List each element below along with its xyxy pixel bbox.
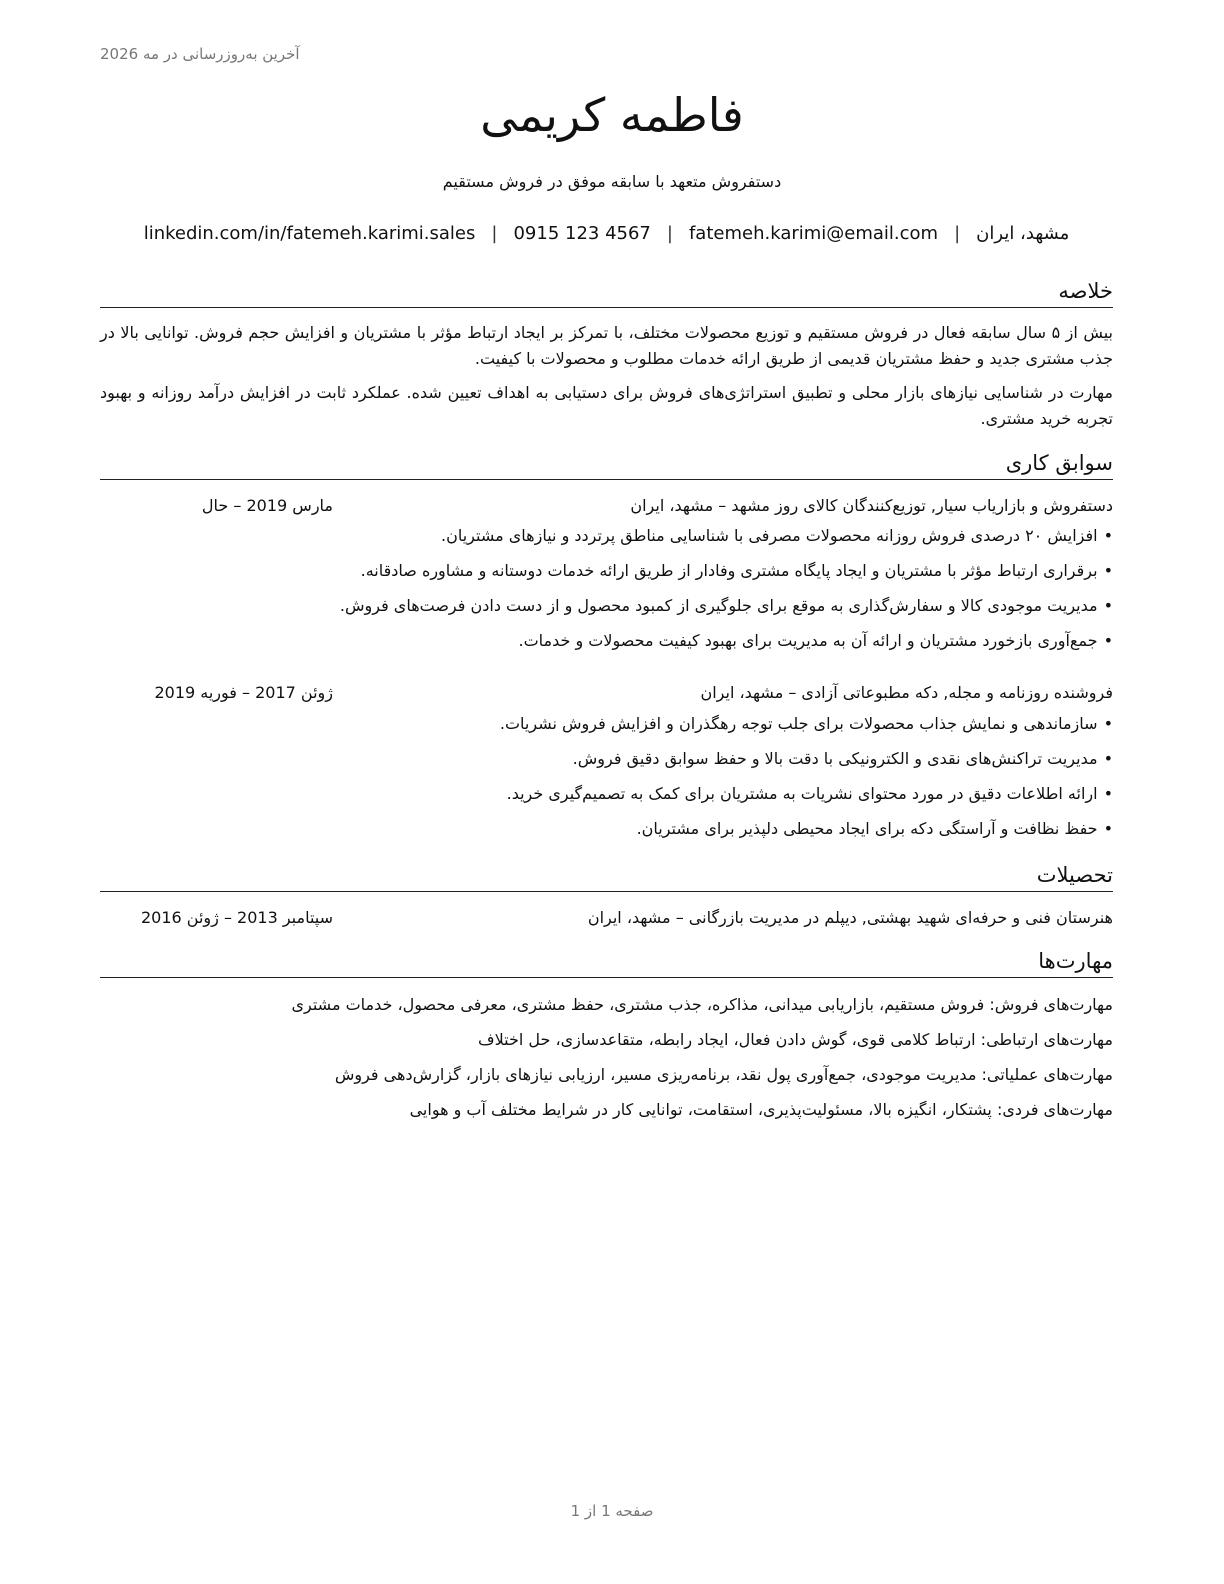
job-bullets (100, 711, 1113, 851)
skills-list (100, 992, 1113, 1132)
contact-separator: | (666, 223, 673, 244)
list-item: •سازماندهی و نمایش جذاب محصولات برای جلب توجه رهگذران و افزایش فروش نشریات. (499, 714, 1113, 733)
contact-separator: | (954, 223, 961, 244)
page-number: صفحه 1 از 1 (570, 1502, 654, 1520)
bullet-icon: • (1103, 631, 1113, 650)
skills-line: مهارت‌های فردی: پشتکار، انگیزه بالا، مسئولیت‌پذیری، استقامت، توانایی کار در شرایط مختلف آب و هوایی (409, 1100, 1113, 1119)
list-item: •جمع‌آوری بازخورد مشتریان و ارائه آن به مدیریت برای بهبود کیفیت محصولات و خدمات. (518, 631, 1113, 650)
contact-linkedin[interactable]: linkedin.com/in/fatemeh.karimi.sales (143, 223, 476, 244)
list-item: •مدیریت موجودی کالا و سفارش‌گذاری به موقع برای جلوگیری از کمبود محصول و از دست دادن فرصت‌های فروش. (339, 596, 1113, 615)
list-item: •ارائه اطلاعات دقیق در مورد محتوای نشریات به مشتریان برای کمک به تصمیم‌گیری خرید. (506, 784, 1113, 803)
candidate-tagline: دستفروش متعهد با سابقه موفق در فروش مستقیم (442, 172, 782, 191)
education-heading: تحصیلات (100, 861, 1113, 892)
list-item: •افزایش ۲۰ درصدی فروش روزانه محصولات مصرفی با شناسایی مناطق پرتردد و نیازهای مشتریان. (441, 526, 1113, 545)
summary-paragraph-1: بیش از ۵ سال سابقه فعال در فروش مستقیم و توزیع محصولات مختلف، با تمرکز بر ایجاد ارتباط مؤثر با مشتریان و افزایش حجم فروش. توانایی بالا در جذب مشتری جدید و حفظ مشتریان قدیمی از طریق ارائه خدمات مطلوب و محصولات با کیفیت. (100, 323, 1114, 368)
education-school: هنرستان فنی و حرفه‌ای شهید بهشتی, دیپلم در مدیریت بازرگانی – مشهد، ایران (587, 908, 1113, 927)
contact-line (100, 223, 1113, 244)
job-title: دستفروش و بازاریاب سیار, توزیع‌کنندگان کالای روز مشهد – مشهد، ایران (630, 496, 1113, 515)
job-header (100, 680, 1113, 706)
contact-separator: | (491, 223, 498, 244)
summary-paragraph-2: مهارت در شناسایی نیازهای بازار محلی و تطبیق استراتژی‌های فروش برای دستیابی به اهداف تعیین شده. عملکرد ثابت در افزایش درآمد روزانه و بهبود تجربه خرید مشتری. (100, 383, 1113, 428)
contact-phone: 0915 123 4567 (513, 223, 651, 244)
skills-line: مهارت‌های عملیاتی: مدیریت موجودی، جمع‌آوری پول نقد، برنامه‌ریزی مسیر، ارزیابی نیازهای بازار، گزارش‌دهی فروش (334, 1065, 1113, 1084)
list-item: •مدیریت تراکنش‌های نقدی و الکترونیکی با دقت بالا و حفظ سوابق دقیق فروش. (572, 749, 1113, 768)
candidate-name: فاطمه کریمی (480, 88, 744, 142)
skills-line: مهارت‌های فروش: فروش مستقیم، بازاریابی میدانی، مذاکره، جذب مشتری، حفظ مشتری، معرفی محصول، خدمات مشتری (291, 995, 1113, 1014)
bullet-icon: • (1103, 714, 1113, 733)
education-entry (100, 905, 1113, 931)
job-dates: مارس 2019 – حال (201, 496, 333, 515)
bullet-icon: • (1103, 561, 1113, 580)
skills-line: مهارت‌های ارتباطی: ارتباط کلامی قوی، گوش دادن فعال، ایجاد رابطه، متقاعدسازی، حل اختلاف (478, 1030, 1113, 1049)
contact-email[interactable]: fatemeh.karimi@email.com (688, 223, 939, 244)
last-updated-note: آخرین به‌روزرسانی در مه 2026 (100, 45, 300, 63)
list-item: •حفظ نظافت و آراستگی دکه برای ایجاد محیطی دلپذیر برای مشتریان. (636, 819, 1113, 838)
skills-heading: مهارت‌ها (100, 947, 1113, 978)
contact-location: مشهد، ایران (976, 223, 1070, 244)
bullet-icon: • (1103, 596, 1113, 615)
list-item: •برقراری ارتباط مؤثر با مشتریان و ایجاد پایگاه مشتری وفادار از طریق ارائه خدمات دوستانه و مشاوره صادقانه. (360, 561, 1113, 580)
job-header (100, 493, 1113, 519)
experience-heading: سوابق کاری (100, 449, 1113, 480)
bullet-icon: • (1103, 526, 1113, 545)
education-dates: سپتامبر 2013 – ژوئن 2016 (140, 908, 333, 927)
bullet-icon: • (1103, 749, 1113, 768)
summary-heading: خلاصه (100, 277, 1113, 308)
job-dates: ژوئن 2017 – فوریه 2019 (154, 683, 333, 702)
job-title: فروشنده روزنامه و مجله, دکه مطبوعاتی آزادی – مشهد، ایران (700, 683, 1113, 702)
job-bullets (100, 523, 1113, 663)
bullet-icon: • (1103, 819, 1113, 838)
bullet-icon: • (1103, 784, 1113, 803)
